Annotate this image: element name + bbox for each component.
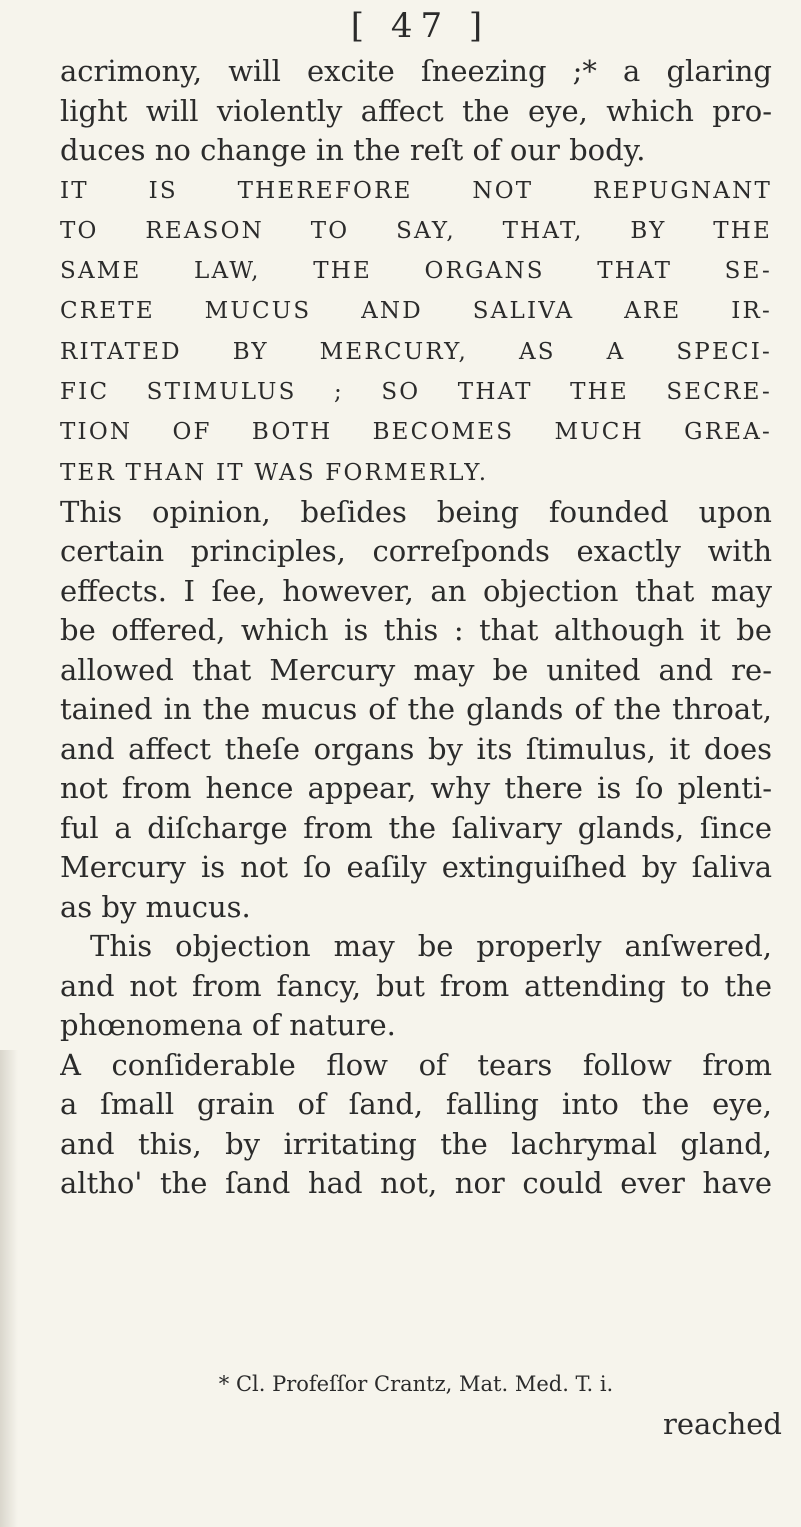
text-line: duces no change in the reſt of our body. bbox=[60, 133, 646, 167]
text-line: acrimony, will excite ſneezing ;* a glaring bbox=[60, 54, 772, 88]
page-edge-shadow bbox=[0, 1050, 18, 1527]
body-text bbox=[60, 52, 772, 1204]
text-line: and affect theſe organs by its ſtimulus, it does bbox=[60, 731, 772, 766]
text-line: tained in the mucus of the glands of the throat, bbox=[60, 692, 772, 727]
text-line-caps: CRETE MUCUS AND SALIVA ARE IR- bbox=[60, 298, 772, 325]
text-line: certain principles, correſponds exactly with bbox=[60, 534, 772, 569]
text-line: This objection may be properly anſwered, bbox=[90, 929, 772, 964]
text-line: as by mucus. bbox=[60, 889, 251, 924]
text-line-caps: SAME LAW, THE ORGANS THAT SE- bbox=[60, 258, 772, 285]
text-line: a ſmall grain of ſand, falling into the eye, bbox=[60, 1087, 772, 1122]
text-line: effects. I ſee, however, an objection that may bbox=[60, 573, 772, 608]
text-line: ful a diſcharge from the ſalivary glands, ſince bbox=[60, 810, 772, 845]
text-line: This opinion, beſides being founded upon bbox=[60, 494, 772, 529]
footnote: * Cl. Profeſſor Crantz, Mat. Med. T. i. bbox=[218, 1372, 614, 1396]
text-line: and not from fancy, but from attending to the bbox=[60, 968, 772, 1003]
page-number-header: [ 47 ] bbox=[350, 6, 491, 46]
text-line: phœnomena of nature. bbox=[60, 1008, 396, 1043]
text-line: A conſiderable flow of tears follow from bbox=[60, 1047, 772, 1082]
catchword: reached bbox=[663, 1407, 782, 1441]
text-line: and this, by irritating the lachrymal gland, bbox=[60, 1126, 772, 1161]
text-line-caps: IT IS THEREFORE NOT REPUGNANT bbox=[60, 177, 772, 204]
text-line: not from hence appear, why there is ſo plenti- bbox=[60, 771, 772, 806]
text-line: altho' the ſand had not, nor could ever have bbox=[60, 1166, 772, 1201]
text-line-caps: TO REASON TO SAY, THAT, BY THE bbox=[60, 217, 772, 244]
text-line-caps: TER THAN IT WAS FORMERLY. bbox=[60, 459, 489, 486]
text-line: allowed that Mercury may be united and re- bbox=[60, 652, 772, 687]
text-line: be offered, which is this : that although it be bbox=[60, 613, 772, 648]
text-line: light will violently affect the eye, which pro- bbox=[60, 93, 772, 128]
text-line-caps: RITATED BY MERCURY, AS A SPECI- bbox=[60, 338, 772, 365]
text-line-caps: TION OF BOTH BECOMES MUCH GREA- bbox=[60, 419, 772, 446]
text-line: Mercury is not ſo eaſily extinguiſhed by ſaliva bbox=[60, 850, 772, 885]
text-line-caps: FIC STIMULUS ; SO THAT THE SECRE- bbox=[60, 378, 772, 405]
